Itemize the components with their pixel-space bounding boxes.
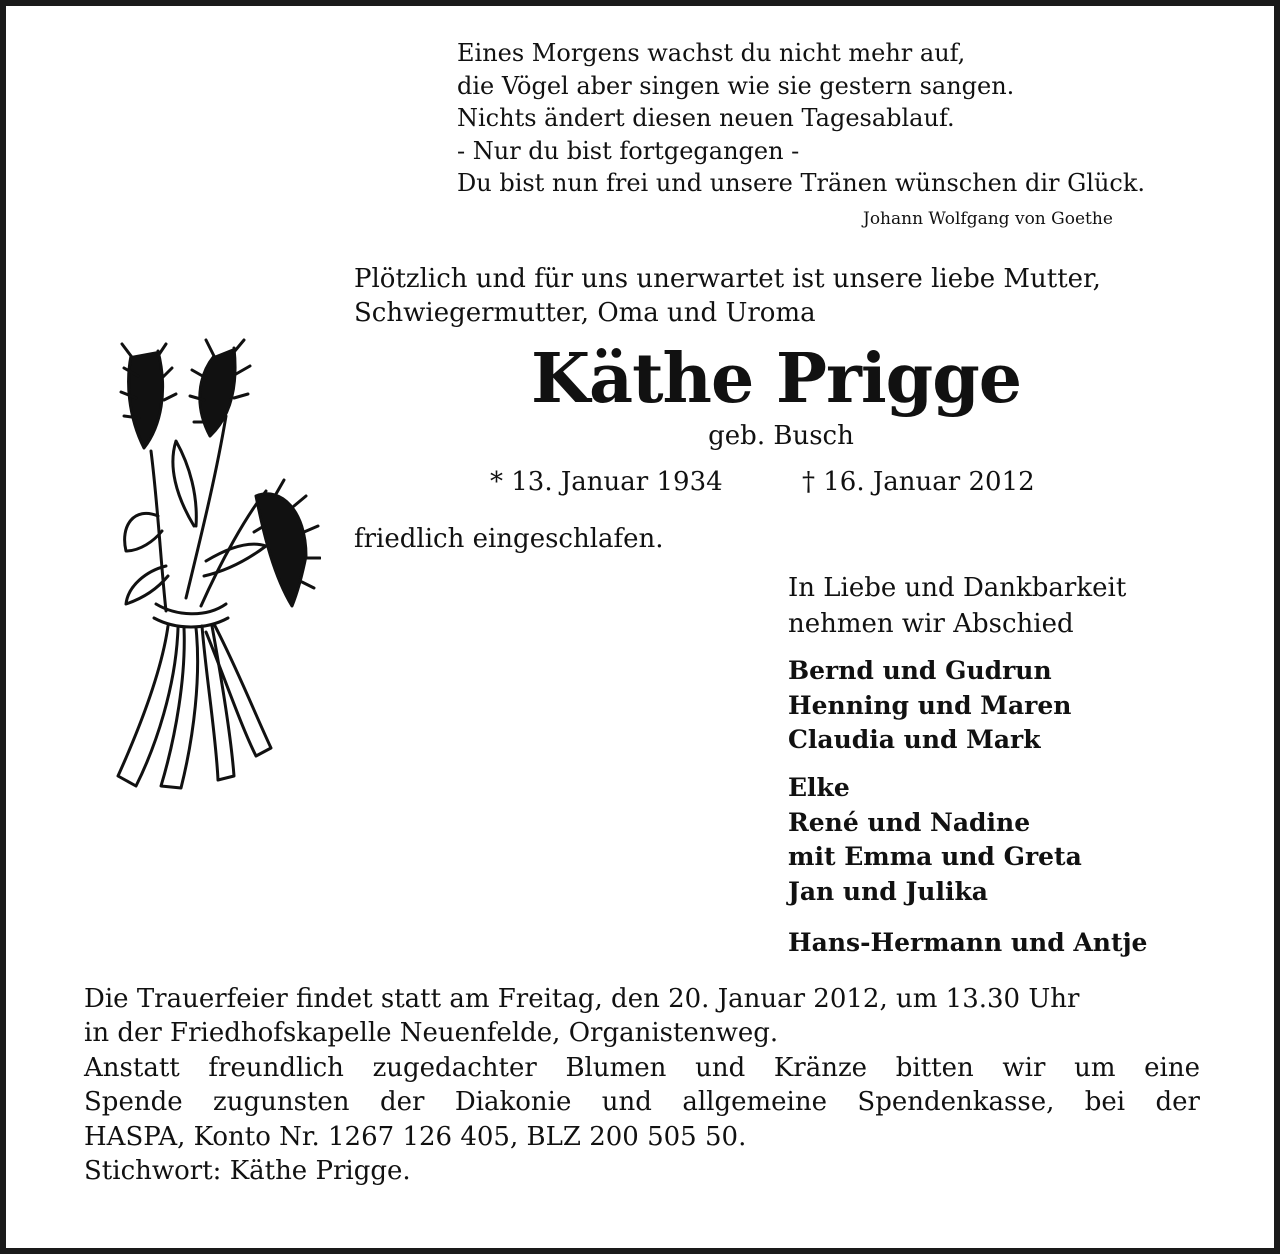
poem-line: - Nur du bist fortgegangen - xyxy=(457,136,800,165)
donation-keyword: Stichwort: Käthe Prigge. xyxy=(84,1155,411,1186)
family-member: Elke xyxy=(788,773,850,802)
intro-line: Plötzlich und für uns unerwartet ist unsere liebe Mutter, xyxy=(354,264,1101,294)
poem-line: Du bist nun frei und unsere Tränen wünschen dir Glück. xyxy=(457,169,1146,198)
birth-date: * 13. Januar 1934 xyxy=(490,467,723,497)
donation-line: Anstatt freundlich zugedachter Blumen und Kränze bitten wir um eine xyxy=(84,1053,1200,1083)
intro-text xyxy=(354,262,1101,330)
birth-name: geb. Busch xyxy=(708,421,854,451)
poem-line: Eines Morgens wachst du nicht mehr auf, xyxy=(457,39,966,67)
intro-line: Schwiegermutter, Oma und Uroma xyxy=(354,298,816,328)
family-member: Hans-Hermann und Antje xyxy=(788,928,1148,957)
family-group xyxy=(788,771,1082,909)
donation-line: Spende zugunsten der Diakonie und allgemeine Spendenkasse, bei der xyxy=(84,1087,1200,1118)
funeral-line: Die Trauerfeier findet statt am Freitag, den 20. Januar 2012, um 13.30 Uhr xyxy=(84,984,1080,1014)
family-group xyxy=(788,926,1147,961)
family-member: Claudia und Mark xyxy=(788,725,1041,754)
farewell-line: nehmen wir Abschied xyxy=(788,609,1074,639)
farewell-line: In Liebe und Dankbarkeit xyxy=(788,573,1127,603)
funeral-line: in der Friedhofskapelle Neuenfelde, Organistenweg. xyxy=(84,1018,779,1049)
family-member: Jan und Julika xyxy=(788,876,988,906)
donation-info xyxy=(84,1051,1200,1188)
funeral-info xyxy=(84,982,1079,1051)
wheat-sheaf-icon xyxy=(106,336,321,796)
poem-line: Nichts ändert diesen neuen Tagesablauf. xyxy=(457,104,955,133)
farewell-text xyxy=(788,570,1126,642)
deceased-name: Käthe Prigge xyxy=(530,339,1022,419)
death-date: † 16. Januar 2012 xyxy=(802,467,1035,497)
family-member: mit Emma und Greta xyxy=(788,842,1082,871)
family-member: Henning und Maren xyxy=(788,690,1072,720)
goethe-poem xyxy=(457,37,1145,200)
family-member: René und Nadine xyxy=(788,807,1031,837)
family-member: Bernd und Gudrun xyxy=(788,656,1052,685)
closing-phrase: friedlich eingeschlafen. xyxy=(354,524,664,554)
poem-author: Johann Wolfgang von Goethe xyxy=(863,209,1113,229)
donation-line: HASPA, Konto Nr. 1267 126 405, BLZ 200 505 50. xyxy=(84,1121,747,1152)
poem-line: die Vögel aber singen wie sie gestern sangen. xyxy=(457,71,1015,100)
family-group xyxy=(788,654,1071,758)
